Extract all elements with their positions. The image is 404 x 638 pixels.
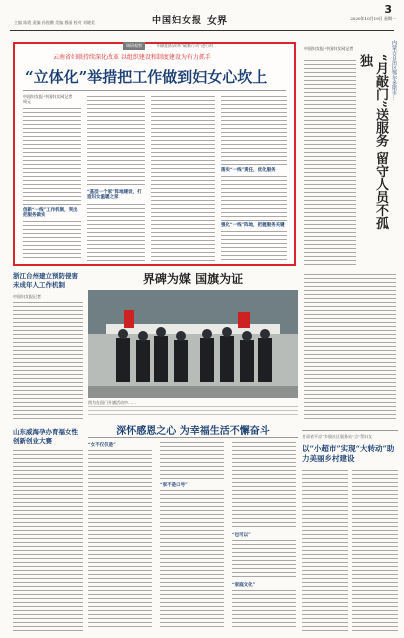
- body-col-4-mid: [221, 176, 287, 221]
- masthead-date: [350, 16, 396, 22]
- bf-subhead-3: “也可以”: [232, 533, 251, 538]
- bf-col-3-bottom: [232, 590, 296, 630]
- side-column: [302, 36, 398, 426]
- side-title: “月敲门”送服务 留守人员不孤独: [357, 54, 388, 230]
- lead-byline: 中国妇女报·中国妇女网记者 周元: [23, 94, 73, 104]
- brief-weihai-body: [13, 450, 83, 631]
- side-body-bottom: [304, 274, 396, 422]
- bottom-feature: [88, 422, 298, 634]
- photo-title: 界碑为媒 国旗为证: [142, 272, 244, 286]
- masthead: [0, 0, 404, 34]
- side-body-top: [304, 60, 356, 268]
- brief-taizhou-byline: 中国妇女报记者: [13, 294, 41, 299]
- body-col-1-bottom: [23, 221, 81, 261]
- side-dek: 中国妇女报·中国妇女网记者: [304, 46, 354, 51]
- body-col-2-bottom: [87, 204, 145, 261]
- subhead-2: “基层一个家”阵地建设，打造妇女温暖之家: [87, 190, 142, 200]
- lead-kicker: 妇联组织改革“破难行动”进行时: [157, 43, 214, 48]
- body-col-1-top: [23, 108, 81, 206]
- brief-taizhou: [13, 272, 83, 422]
- bottom-feature-title: 深怀感恩之心 为幸福生活不懈奋斗: [116, 426, 270, 437]
- subhead-1: 创新“一线”工作机制，突出把服务做实: [23, 208, 78, 218]
- ceremony-photo: [88, 290, 298, 398]
- photo-caption-lines: [88, 406, 298, 415]
- brief-taizhou-title: 浙江台州建立预防侵害未成年人工作机制: [13, 272, 78, 289]
- headline-rule: [23, 90, 286, 91]
- subhead-4: 强化“一线”阵地，把握服务关键: [221, 223, 285, 228]
- masthead-rule: [10, 30, 394, 31]
- bf-col-1: [88, 450, 152, 630]
- paper-name-logo: 中国妇女报: [152, 16, 203, 26]
- photo-caption: 图为在国门升旗活动中……: [88, 400, 136, 405]
- bf-col-3-top: [232, 442, 296, 530]
- page-number: 3: [384, 3, 392, 16]
- bf-subhead-2: “家不是口号”: [160, 483, 188, 488]
- brief-taizhou-body: [13, 302, 83, 420]
- bf-col-3-mid: [232, 540, 296, 580]
- body-col-4-bottom: [221, 231, 287, 261]
- pingliang-body-1: [302, 470, 348, 632]
- section-name: 女界: [207, 16, 227, 27]
- section-tag: 调研观察: [123, 42, 145, 50]
- masthead-weekday: 星期一: [384, 16, 396, 21]
- lead-deck: 云南省妇联持续深化改革 以组织建设和制度建设为有力抓手: [53, 54, 211, 61]
- body-col-2: [87, 96, 145, 188]
- side-kicker: 内蒙古自治区鄂尔多斯市…: [391, 40, 397, 100]
- bf-col-2-top: [160, 442, 224, 480]
- bf-subhead-1: “女不仅仅是”: [88, 443, 116, 448]
- photo-feature: [88, 272, 298, 416]
- bf-subhead-4: “家庭文化”: [232, 583, 256, 588]
- bf-col-2-bottom: [160, 490, 224, 630]
- bottom-feature-rule: [88, 437, 298, 438]
- body-col-4-top: [221, 96, 287, 166]
- pingliang-body-2: [352, 470, 398, 632]
- brief-weihai: [13, 428, 83, 633]
- lead-article: [13, 42, 296, 266]
- body-col-3: [151, 96, 215, 261]
- lead-headline: “立体化”举措把工作做到妇女心坎上: [25, 68, 268, 86]
- editor-line: 主编 陈霞 责编 孙锐鹏 美编 穆丽 校对 刘晓美: [14, 20, 95, 25]
- pingliang-kicker: 甘肃省平凉“乡镇社区服务站”点”帮妇女: [302, 434, 373, 439]
- masthead-date-text: 2020年10月19日: [350, 16, 383, 21]
- subhead-3: 落实“一线”责任，优化服务: [221, 168, 276, 173]
- pingliang-title: 以“小超市”实现“大转动”助力美丽乡村建设: [302, 444, 395, 463]
- pingliang-rule: [302, 430, 398, 431]
- brief-pingliang: [302, 430, 398, 634]
- brief-weihai-title: 山东威海孕办育福女性创新创业大赛: [13, 428, 78, 445]
